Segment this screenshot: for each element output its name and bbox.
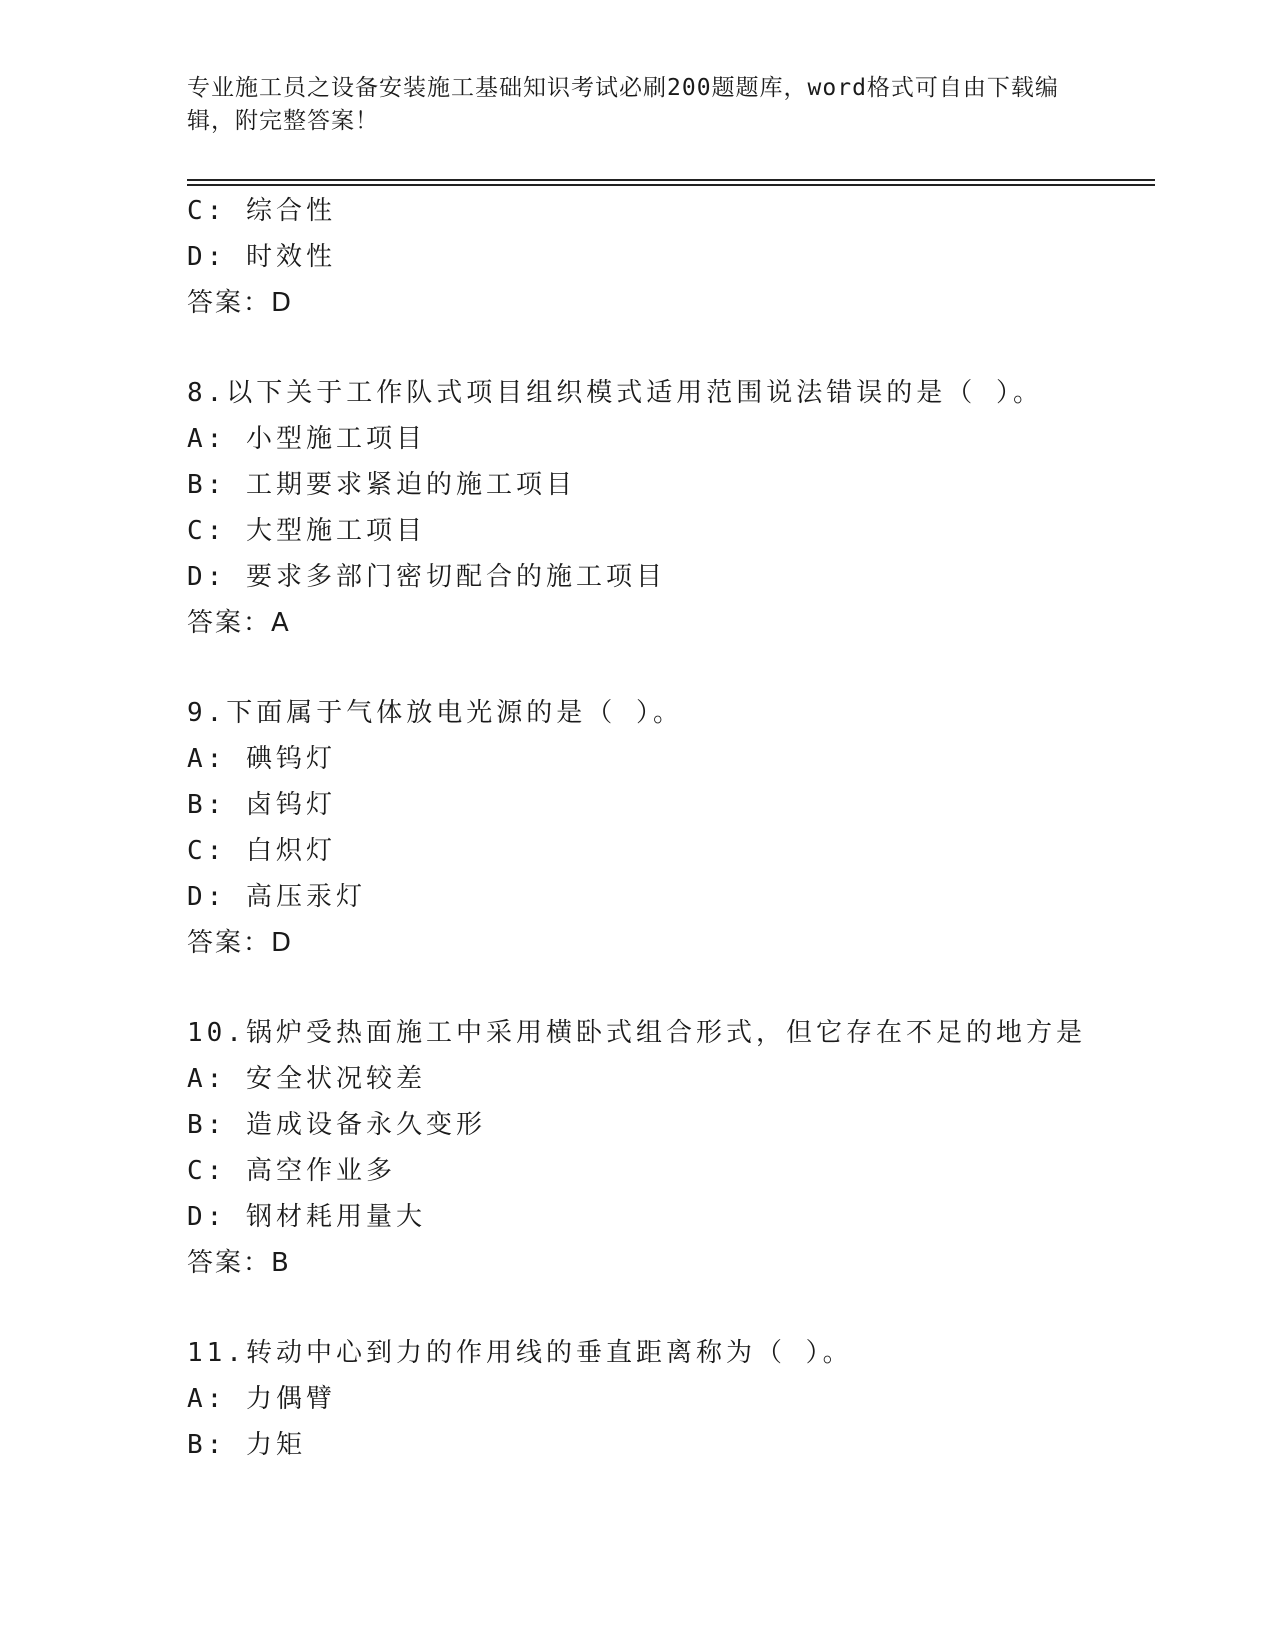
header-divider-secondary	[187, 184, 1155, 186]
document-title: 专业施工员之设备安装施工基础知识考试必刷200题题库，word格式可自由下载编辑，附完整答案！	[187, 75, 1059, 134]
option-b: B: 工期要求紧迫的施工项目	[187, 470, 576, 500]
question-block-11	[187, 1330, 1155, 1468]
answer-line: 答案：D	[187, 288, 294, 318]
option-b: B: 力矩	[187, 1430, 306, 1460]
option-a: A: 力偶臂	[187, 1384, 336, 1414]
question-spacer	[187, 326, 1155, 370]
question-spacer	[187, 646, 1155, 690]
option-c: C: 综合性	[187, 196, 336, 226]
question-spacer	[187, 1286, 1155, 1330]
answer-line: 答案：A	[187, 608, 291, 638]
option-c: C: 高空作业多	[187, 1156, 396, 1186]
option-d: D: 钢材耗用量大	[187, 1202, 426, 1232]
option-b: B: 卤钨灯	[187, 790, 336, 820]
answer-line: 答案：D	[187, 928, 294, 958]
option-b: B: 造成设备永久变形	[187, 1110, 486, 1140]
option-c: C: 大型施工项目	[187, 516, 426, 546]
question-spacer	[187, 966, 1155, 1010]
answer-line: 答案：B	[187, 1248, 291, 1278]
question-block-10	[187, 1010, 1155, 1286]
question-text: 8.以下关于工作队式项目组织模式适用范围说法错误的是（ ）。	[187, 378, 1043, 408]
question-block-8	[187, 370, 1155, 646]
question-text: 11.转动中心到力的作用线的垂直距离称为（ ）。	[187, 1338, 853, 1368]
option-a: A: 安全状况较差	[187, 1064, 426, 1094]
document-header	[187, 72, 1087, 138]
option-d: D: 高压汞灯	[187, 882, 366, 912]
header-divider	[187, 179, 1155, 181]
option-a: A: 碘钨灯	[187, 744, 336, 774]
question-block-7	[187, 188, 1155, 326]
question-list	[187, 188, 1155, 1468]
question-block-9	[187, 690, 1155, 966]
option-d: D: 要求多部门密切配合的施工项目	[187, 562, 666, 592]
question-text: 9.下面属于气体放电光源的是（ ）。	[187, 698, 683, 728]
question-text: 10.锅炉受热面施工中采用横卧式组合形式，但它存在不足的地方是	[187, 1018, 1086, 1048]
option-d: D: 时效性	[187, 242, 336, 272]
option-a: A: 小型施工项目	[187, 424, 426, 454]
option-c: C: 白炽灯	[187, 836, 336, 866]
